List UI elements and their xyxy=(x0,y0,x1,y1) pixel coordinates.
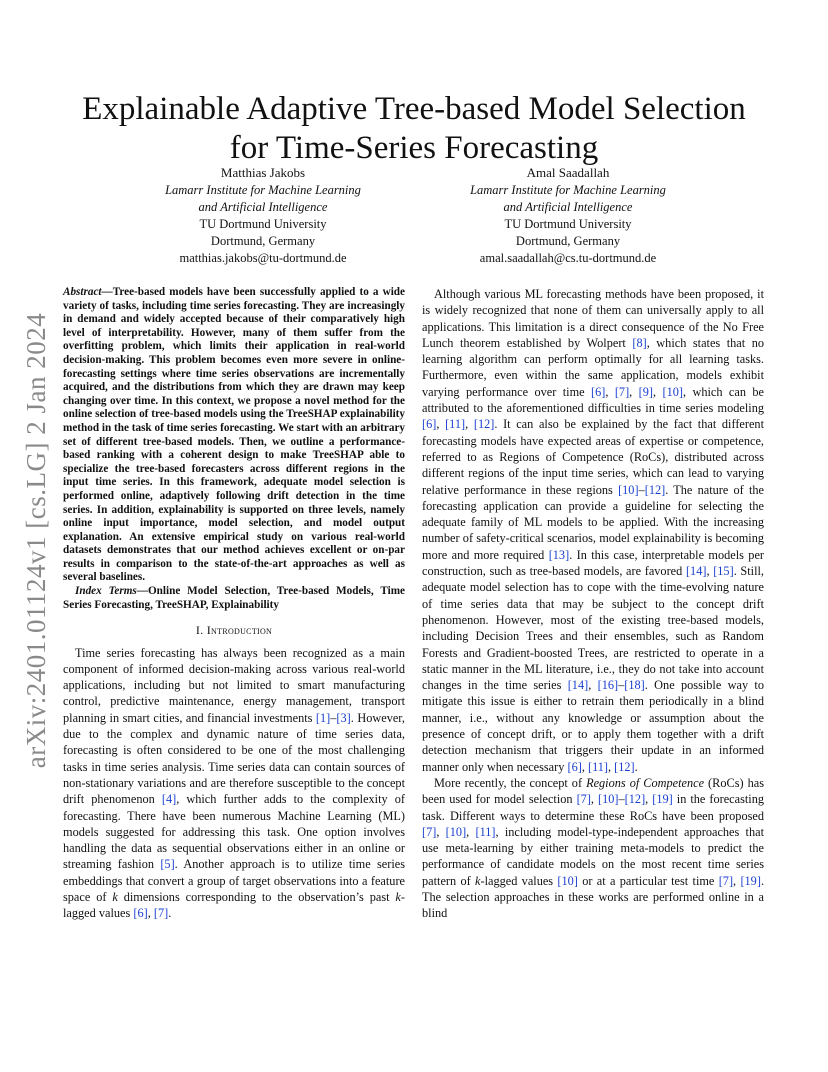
paragraph-text: , xyxy=(629,384,639,399)
abstract xyxy=(63,286,405,585)
citation-link[interactable]: [11] xyxy=(475,824,496,839)
section-heading-introduction: I. Introduction xyxy=(195,623,273,638)
citation-link[interactable]: [7] xyxy=(718,873,734,888)
arxiv-identifier-stamp xyxy=(20,300,54,780)
paragraph-text: Although various ML forecasting methods have been proposed, it is widely recognized that none of them can universally apply to all applications. This limitation is a direct consequence of the No Free Lunch theorem established by Wolpert xyxy=(422,287,764,350)
intro-paragraph-3 xyxy=(422,775,764,922)
citation-link[interactable]: [13] xyxy=(548,547,570,562)
right-column xyxy=(422,286,764,922)
paragraph-text: or at a particular test time xyxy=(577,873,719,888)
paragraph-text: , xyxy=(465,417,474,432)
citation-link[interactable]: [6] xyxy=(567,759,582,774)
citation-link[interactable]: [5] xyxy=(160,857,175,872)
citation-link[interactable]: [8] xyxy=(632,335,647,350)
paragraph-text: – xyxy=(330,710,337,725)
intro-paragraph-2 xyxy=(422,286,764,775)
paragraph-text: , xyxy=(436,417,446,432)
paragraph-text: . One possible way to mitigate this issue is either to retrain them periodically in a blind manner, i.e., without any knowledge or assumption about the presence of concept drift, or to apply them together with a drift detection mechanism that triggers their update in an informed manner only when necessary xyxy=(422,678,765,774)
paragraph-text: . However, due to the complex and dynamic nature of time series data, forecasting is often considered to be one of the most challenging tasks in time series analysis. Time series data can contain sources of non-stationary variations and are therefore susceptible to the concept drift phenomenon xyxy=(63,710,405,807)
abstract-label: Abstract xyxy=(63,286,102,298)
paragraph-text: . The nature of the forecasting application can provide a guideline for selecting the adequate family of ML models to be applied. With the increasing number of safety-critical scenarios, model explainability is becoming more and more required xyxy=(422,482,764,562)
citation-link[interactable]: [9] xyxy=(638,384,653,399)
paragraph-text: , xyxy=(466,824,476,839)
citation-link[interactable]: [11] xyxy=(587,759,608,774)
paragraph-text: , xyxy=(581,759,588,774)
index-terms xyxy=(63,585,405,612)
citation-link[interactable]: [19] xyxy=(740,873,761,888)
paragraph-text: , xyxy=(706,564,714,579)
paragraph-text: More recently, the concept of xyxy=(434,775,587,790)
abstract-text: —Tree-based models have been successfully applied to a wide variety of tasks, including time series forecasting. They are increasingly in demand and widely accepted because of their comparatively high level of interpretability. However, many of them suffer from the overfitting problem, which limits their application in real-world decision-making. This problem becomes even more severe in online-forecasting settings where time series observations are incrementally acquired, and the distributions from which they are drawn may keep changing over time. In this context, we propose a novel method for the online selection of tree-based models using the TreeSHAP explainability method in the task of time series forecasting. We start with an arbitrary set of different tree-based models. Then, we outline a performance-based ranking with a coherent design to make TreeSHAP able to specialize the tree-based forecasters across different regions in the input time series. In this framework, adequate model selection is performed online, adaptively following drift detection in the time series. In addition, explainability is supported on three levels, namely online input importance, model selection, and model output explanation. An extensive empirical study on various real-world datasets demonstrates that our method achieves excellent or on-par results in comparison to the state-of-the-art approaches as well as several baselines. xyxy=(63,286,405,584)
paragraph-text: in the forecasting task. Different ways to determine these RoCs have been proposed xyxy=(422,792,765,823)
paragraph-text: -lagged values xyxy=(480,873,558,888)
author-university: TU Dortmund University xyxy=(504,217,632,231)
paragraph-text: , including model-type-independent approaches that use meta-learning by either training meta-models to predict the performance of candidate models on the most recent time series pattern of xyxy=(422,824,764,888)
citation-link[interactable]: [6] xyxy=(133,906,148,921)
citation-link[interactable]: [12] xyxy=(624,792,646,807)
paragraph-text: , which can be attributed to the aforementioned difficulties in time series modeling xyxy=(422,384,764,416)
citation-link[interactable]: [12] xyxy=(473,417,495,432)
citation-link[interactable]: [16] xyxy=(597,678,619,693)
citation-link[interactable]: [7] xyxy=(614,384,630,399)
paragraph-text: . It can also be explained by the fact that different forecasting models have expected areas of expertise or competence, referred to as Regions of Competence (RoCs), distributed across different regions of the input time series, which can lead to varying relative performance in these regions xyxy=(422,417,765,497)
paragraph-text: , xyxy=(653,384,663,399)
author-block-2 xyxy=(423,164,713,267)
citation-link[interactable]: [10] xyxy=(662,384,683,399)
citation-link[interactable]: [1] xyxy=(315,710,331,725)
citation-link[interactable]: [7] xyxy=(153,906,169,921)
index-terms-text: —Online Model Selection, Tree-based Models, Time Series Forecasting, TreeSHAP, Explainability xyxy=(63,585,405,611)
citation-link[interactable]: [10] xyxy=(598,792,619,807)
citation-link[interactable]: [4] xyxy=(161,792,177,807)
paragraph-text: , xyxy=(590,792,599,807)
paragraph-text: – xyxy=(638,482,645,497)
paragraph-text: (RoCs) has been used for model selection xyxy=(422,775,764,807)
author-city: Dortmund, Germany xyxy=(210,234,316,248)
paragraph-text: , xyxy=(608,759,615,774)
citation-link[interactable]: [18] xyxy=(624,678,645,693)
emphasis-text: k xyxy=(112,890,118,904)
author-name: Amal Saadallah xyxy=(526,165,610,180)
paragraph-text: , which further adds to the complexity of forecasting. There have been numerous Machine Learning (ML) models suggested for addressing this task. One option involves handling the data as sequential observations either in an online or streaming fashion xyxy=(63,792,405,872)
left-column xyxy=(63,286,405,922)
paragraph-text: – xyxy=(618,792,625,807)
paragraph-text: , xyxy=(588,678,598,693)
paragraph-text: , xyxy=(733,873,741,888)
author-affiliation-line2: and Artificial Intelligence xyxy=(198,200,328,214)
paragraph-text: , xyxy=(436,824,446,839)
citation-link[interactable]: [14] xyxy=(567,678,589,693)
paragraph-text: , xyxy=(147,906,154,921)
author-affiliation-line1: Lamarr Institute for Machine Learning xyxy=(165,183,361,197)
paragraph-text: . The selection approaches in these works are performed online in a blind xyxy=(422,873,765,921)
emphasis-text: Regions of Competence xyxy=(586,775,705,790)
author-affiliation-line1: Lamarr Institute for Machine Learning xyxy=(470,183,666,197)
paragraph-text: , xyxy=(605,384,615,399)
author-email[interactable]: matthias.jakobs@tu-dortmund.de xyxy=(179,251,347,265)
citation-link[interactable]: [7] xyxy=(576,792,591,807)
author-block-1 xyxy=(118,164,408,267)
paragraph-text: . xyxy=(168,906,172,921)
citation-link[interactable]: [3] xyxy=(336,710,351,725)
author-university: TU Dortmund University xyxy=(199,217,327,231)
paragraph-text: dimensions corresponding to the observation’s past xyxy=(117,890,396,904)
paragraph-text: . xyxy=(634,759,638,774)
paragraph-text: Time series forecasting has always been recognized as a main component of informed decision-making across various real-world applications, including but not limited to smart manufacturing control, predictive maintenance, energy management, transport planning in smart cities, and financial investments xyxy=(63,645,405,725)
citation-link[interactable]: [15] xyxy=(713,564,734,579)
intro-paragraph-1 xyxy=(63,645,405,922)
arxiv-id-text: arXiv:2401.01124v1 [cs.LG] 2 Jan 2024 xyxy=(21,312,52,768)
paper-title: Explainable Adaptive Tree-based Model Selection for Time-Series Forecasting xyxy=(82,91,746,167)
author-city: Dortmund, Germany xyxy=(515,234,621,248)
author-email[interactable]: amal.saadallah@cs.tu-dortmund.de xyxy=(479,251,657,265)
citation-link[interactable]: [10] xyxy=(618,482,639,497)
paragraph-text: -lagged values xyxy=(63,890,405,921)
paragraph-text: , xyxy=(645,792,653,807)
citation-link[interactable]: [19] xyxy=(652,792,673,807)
index-terms-label: Index Terms xyxy=(75,585,137,598)
citation-link[interactable]: [6] xyxy=(422,417,437,432)
emphasis-text: k xyxy=(475,873,481,888)
citation-link[interactable]: [7] xyxy=(422,824,437,839)
paragraph-text: – xyxy=(618,678,625,693)
paragraph-text: . In this case, interpretable models per construction, such as tree-based models, are favored xyxy=(422,547,764,579)
paragraph-text: . Another approach is to utilize time series embeddings that convert a group of target observations into a feature space of xyxy=(63,857,405,904)
citation-link[interactable]: [12] xyxy=(644,482,666,497)
author-affiliation-line2: and Artificial Intelligence xyxy=(503,200,633,214)
author-name: Matthias Jakobs xyxy=(220,165,306,180)
citation-link[interactable]: [10] xyxy=(445,824,467,839)
emphasis-text: k xyxy=(395,890,401,904)
citation-link[interactable]: [6] xyxy=(591,384,606,399)
citation-link[interactable]: [14] xyxy=(685,564,707,579)
paragraph-text: , which states that no learning algorithm can perform optimally for all learning tasks. Furthermore, even within the same application, models exhibit varying performance over time xyxy=(422,335,764,399)
citation-link[interactable]: [12] xyxy=(614,759,635,774)
paragraph-text: . Still, adequate model selection has to cope with the time-evolving nature of time series data that may be subject to the concept drift phenomenon. However, most of the existing tree-based models, including Decision Trees and their ensembles, such as Random Forests and Gradient-boosted Trees, are restricted to operate in a static manner in the ML literature, i.e., they do not take into account changes in the time series xyxy=(422,564,765,693)
citation-link[interactable]: [11] xyxy=(445,417,466,432)
citation-link[interactable]: [10] xyxy=(557,873,578,888)
